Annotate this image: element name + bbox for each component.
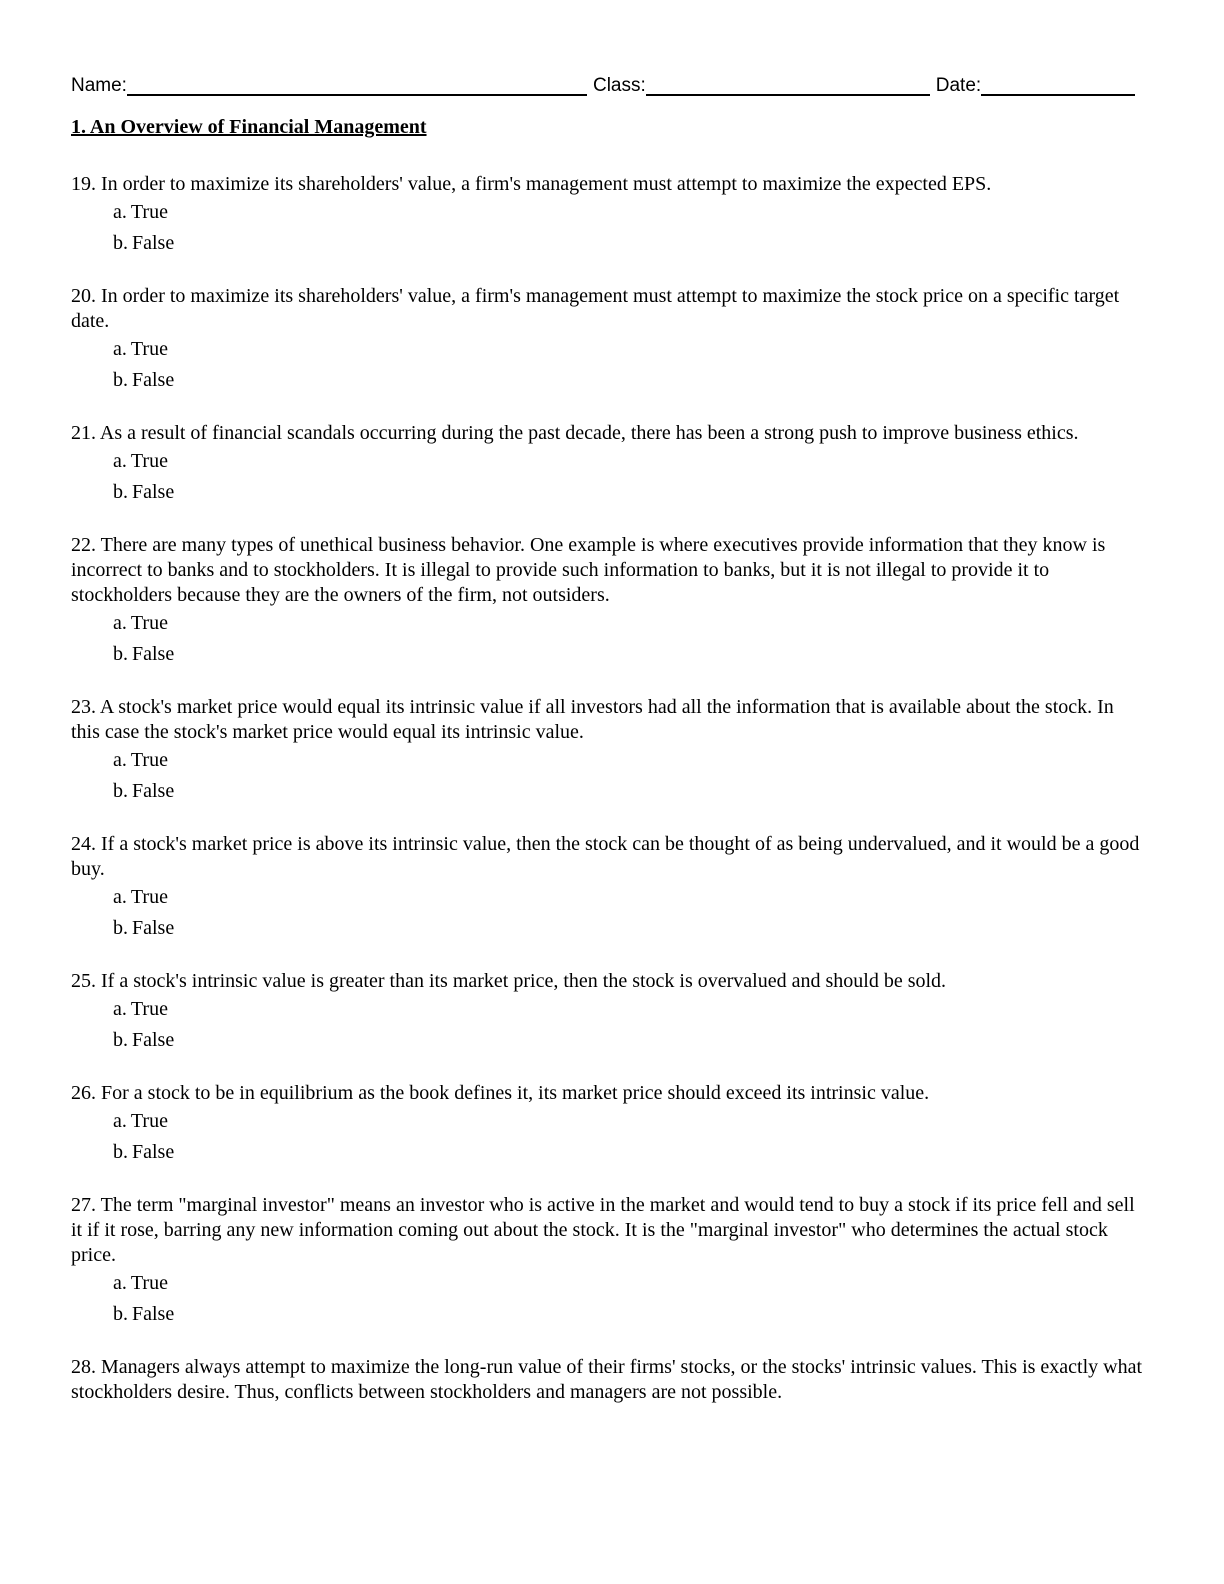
option-label: False: [132, 232, 175, 254]
option-letter: a.: [113, 450, 127, 472]
answer-option[interactable]: [113, 882, 1143, 913]
option-label: False: [132, 780, 175, 802]
answer-option[interactable]: [113, 446, 1143, 477]
question-text: 24. If a stock's market price is above its intrinsic value, then the stock can be thought of as being undervalued, and it would be a good buy.: [71, 833, 1140, 880]
answer-option[interactable]: [113, 1268, 1143, 1299]
option-letter: b.: [113, 780, 128, 802]
option-label: True: [130, 1272, 168, 1294]
answer-option[interactable]: [113, 1106, 1143, 1137]
answer-option[interactable]: [113, 1137, 1143, 1168]
question-item: [71, 695, 1143, 807]
option-label: True: [130, 886, 168, 908]
question-item: [71, 832, 1143, 944]
section-title: 1. An Overview of Financial Management: [71, 116, 427, 138]
option-label: False: [132, 1303, 175, 1325]
worksheet-page: [71, 70, 1143, 1430]
question-text: 19. In order to maximize its shareholders' value, a firm's management must attempt to maximize the expected EPS.: [71, 173, 992, 195]
answer-option[interactable]: [113, 365, 1143, 396]
answer-option[interactable]: [113, 228, 1143, 259]
question-item: [71, 172, 1143, 259]
option-label: False: [132, 1141, 175, 1163]
option-label: False: [132, 369, 175, 391]
question-item: [71, 1081, 1143, 1168]
answer-option[interactable]: [113, 197, 1143, 228]
question-text: 21. As a result of financial scandals occurring during the past decade, there has been a strong push to improve business ethics.: [71, 422, 1079, 444]
option-letter: b.: [113, 481, 128, 503]
option-letter: b.: [113, 1029, 128, 1051]
date-blank-line[interactable]: [981, 74, 1135, 96]
option-letter: a.: [113, 1272, 127, 1294]
option-letter: a.: [113, 749, 127, 771]
answer-option[interactable]: [113, 913, 1143, 944]
answer-option[interactable]: [113, 994, 1143, 1025]
option-label: True: [130, 338, 168, 360]
option-letter: b.: [113, 1141, 128, 1163]
date-label: Date:: [935, 75, 982, 96]
answer-option[interactable]: [113, 639, 1143, 670]
question-text: 27. The term "marginal investor" means an investor who is active in the market and would tend to buy a stock if its price fell and sell it if it rose, barring any new information coming out about the stock. It is the "marginal investor" who determines the actual stock price.: [71, 1194, 1135, 1266]
option-letter: a.: [113, 998, 127, 1020]
option-letter: a.: [113, 338, 127, 360]
question-text: 25. If a stock's intrinsic value is greater than its market price, then the stock is overvalued and should be sold.: [71, 970, 947, 992]
question-text: 26. For a stock to be in equilibrium as the book defines it, its market price should exceed its intrinsic value.: [71, 1082, 930, 1104]
header-fields: [71, 70, 1143, 96]
option-label: True: [130, 612, 168, 634]
class-blank-line[interactable]: [646, 74, 930, 96]
option-letter: b.: [113, 232, 128, 254]
option-letter: b.: [113, 643, 128, 665]
question-list: [71, 172, 1143, 1405]
answer-option[interactable]: [113, 745, 1143, 776]
option-letter: a.: [113, 886, 127, 908]
question-item: [71, 1193, 1143, 1330]
class-label: Class:: [592, 75, 646, 96]
option-letter: b.: [113, 917, 128, 939]
option-label: True: [130, 201, 168, 223]
option-letter: a.: [113, 1110, 127, 1132]
option-letter: b.: [113, 1303, 128, 1325]
option-letter: a.: [113, 201, 127, 223]
option-label: False: [132, 481, 175, 503]
answer-option[interactable]: [113, 776, 1143, 807]
question-text: 23. A stock's market price would equal its intrinsic value if all investors had all the information that is available about the stock. In this case the stock's market price would equal its intrinsic value.: [71, 696, 1114, 743]
option-label: False: [132, 917, 175, 939]
answer-option[interactable]: [113, 334, 1143, 365]
answer-option[interactable]: [113, 1025, 1143, 1056]
option-label: False: [132, 1029, 175, 1051]
option-label: True: [130, 450, 168, 472]
question-item: [71, 969, 1143, 1056]
name-label: Name:: [71, 75, 127, 96]
option-label: True: [130, 998, 168, 1020]
option-label: False: [132, 643, 175, 665]
answer-option[interactable]: [113, 477, 1143, 508]
question-text: 28. Managers always attempt to maximize the long-run value of their firms' stocks, or the stocks' intrinsic values. This is exactly what stockholders desire. Thus, conflicts between stockholders and managers are not possible.: [71, 1356, 1143, 1403]
answer-option[interactable]: [113, 608, 1143, 639]
question-item: [71, 421, 1143, 508]
question-text: 20. In order to maximize its shareholders' value, a firm's management must attempt to maximize the stock price on a specific target date.: [71, 285, 1120, 332]
question-item: [71, 533, 1143, 670]
option-label: True: [130, 1110, 168, 1132]
question-item: [71, 1355, 1143, 1405]
option-letter: b.: [113, 369, 128, 391]
name-blank-line[interactable]: [127, 74, 587, 96]
question-item: [71, 284, 1143, 396]
answer-option[interactable]: [113, 1299, 1143, 1330]
option-label: True: [130, 749, 168, 771]
option-letter: a.: [113, 612, 127, 634]
question-text: 22. There are many types of unethical business behavior. One example is where executives provide information that they know is incorrect to banks and to stockholders. It is illegal to provide such information to banks, but it is not illegal to provide it to stockholders because they are the owners of the firm, not outsiders.: [71, 534, 1106, 606]
